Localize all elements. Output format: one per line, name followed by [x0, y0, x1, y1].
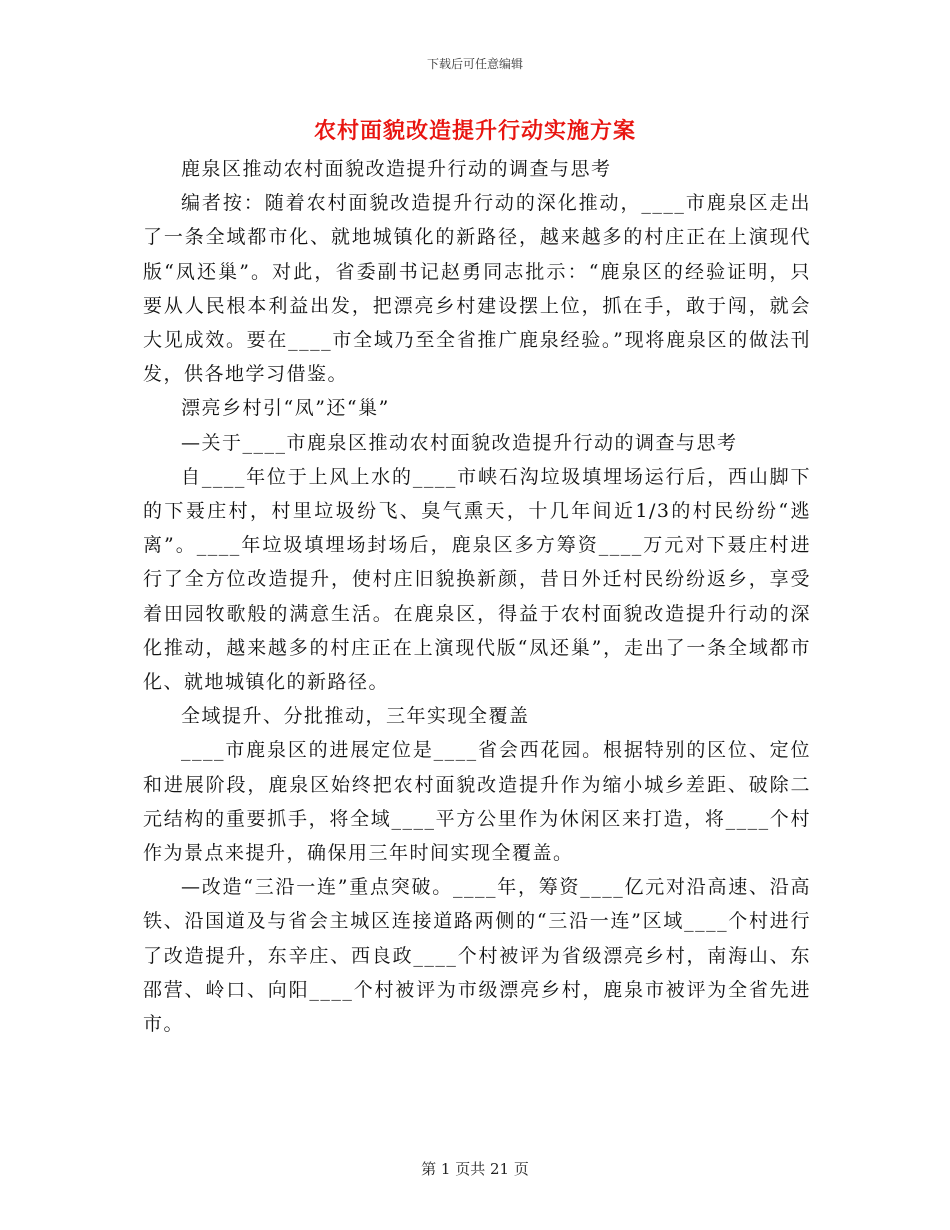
paragraph-heading: 全域提升、分批推动，三年实现全覆盖: [181, 705, 530, 728]
paragraph-section-subheading: —关于____市鹿泉区推动农村面貌改造提升行动的调查与思考: [181, 431, 738, 454]
paragraph-body: 自____年位于上风上水的____市峡石沟垃圾填埋场运行后，西山脚下的下聂庄村，村里垃圾纷飞、臭气熏天，十几年间近1/3的村民纷纷“逃离”。____年垃圾填埋场封场后，鹿泉区多方筹资____万元对下聂庄村进行了全方位改造提升，使村庄旧貌换新颜，昔日外迁村民纷纷返乡，享受着田园牧歌般的满意生活。在鹿泉区，得益于农村面貌改造提升行动的深化推动，越来越多的村庄正在上演现代版“凤还巢”，走出了一条全域都市化、就地城镇化的新路径。: [143, 465, 811, 694]
paragraph-subtitle: 鹿泉区推动农村面貌改造提升行动的调查与思考: [181, 158, 612, 180]
page-footer: 第 1 页共 21 页: [421, 1160, 529, 1178]
paragraph-editor-note: 编者按：随着农村面貌改造提升行动的深化推动，____市鹿泉区走出了一条全域都市化、就地城镇化的新路径，越来越多的村庄正在上演现代版“凤还巢”。对此，省委副书记赵勇同志批示：“鹿泉区的经验证明，只要从人民根本利益出发，把漂亮乡村建设摆上位，抓在手，敢于闯，就会大见成效。要在____市全域乃至全省推广鹿泉经验。”现将鹿泉区的做法刊发，供各地学习借鉴。: [143, 192, 811, 386]
document-title: 农村面貌改造提升行动实施方案: [313, 118, 636, 144]
document-body: [143, 152, 811, 1041]
page-header: 下载后可任意编辑: [426, 57, 523, 71]
paragraph-section-heading: 漂亮乡村引“凤”还“巢”: [181, 397, 390, 420]
paragraph-body: —改造“三沿一连”重点突破。____年，筹资____亿元对沿高速、沿高铁、沿国道及与省会主城区连接道路两侧的“三沿一连”区域____个村进行了改造提升，东辛庄、西良政____个村被评为省级漂亮乡村，南海山、东邵营、岭口、向阳____个村被评为市级漂亮乡村，鹿泉市被评为全省先进市。: [143, 876, 811, 1036]
paragraph-body: ____市鹿泉区的进展定位是____省会西花园。根据特别的区位、定位和进展阶段，鹿泉区始终把农村面貌改造提升作为缩小城乡差距、破除二元结构的重要抓手，将全域____平方公里作为休闲区来打造，将____个村作为景点来提升，确保用三年时间实现全覆盖。: [143, 739, 811, 865]
